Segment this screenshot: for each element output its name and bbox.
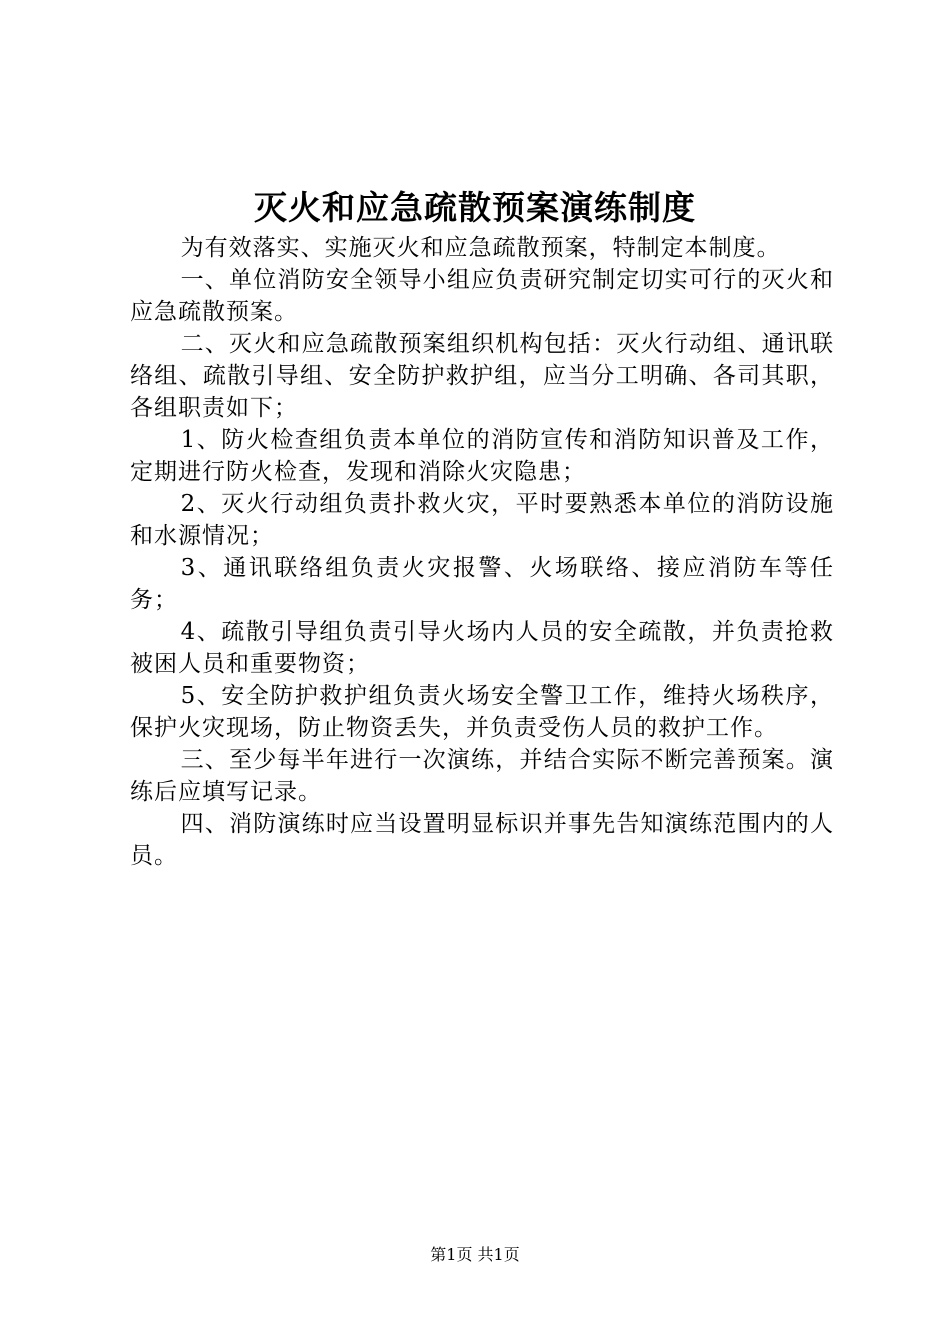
paragraph-item-3: 三、至少每半年进行一次演练，并结合实际不断完善预案。演练后应填写记录。 (130, 747, 834, 805)
paragraph-duty-2: 2、灭火行动组负责扑救火灾，平时要熟悉本单位的消防设施和水源情况； (130, 491, 834, 549)
paragraph-intro: 为有效落实、实施灭火和应急疏散预案，特制定本制度。 (180, 235, 781, 261)
paragraph-duty-4: 4、疏散引导组负责引导火场内人员的安全疏散，并负责抢救被困人员和重要物资； (130, 619, 834, 677)
document-title: 灭火和应急疏散预案演练制度 (254, 188, 696, 227)
document-body (130, 232, 834, 872)
paragraph-item-2: 二、灭火和应急疏散预案组织机构包括：灭火行动组、通讯联络组、疏散引导组、安全防护救护组，应当分工明确、各司其职，各组职责如下； (130, 331, 834, 421)
paragraph-item-1: 一、单位消防安全领导小组应负责研究制定切实可行的灭火和应急疏散预案。 (130, 267, 834, 325)
paragraph-duty-5: 5、安全防护救护组负责火场安全警卫工作，维持火场秩序，保护火灾现场，防止物资丢失，并负责受伤人员的救护工作。 (130, 683, 834, 741)
paragraph-item-4: 四、消防演练时应当设置明显标识并事先告知演练范围内的人员。 (130, 811, 834, 869)
paragraph-duty-1: 1、防火检查组负责本单位的消防宣传和消防知识普及工作，定期进行防火检查，发现和消除火灾隐患； (130, 427, 834, 485)
page-footer: 第1页 共1页 (430, 1245, 520, 1264)
paragraph-duty-3: 3、通讯联络组负责火灾报警、火场联络、接应消防车等任务； (130, 555, 834, 613)
